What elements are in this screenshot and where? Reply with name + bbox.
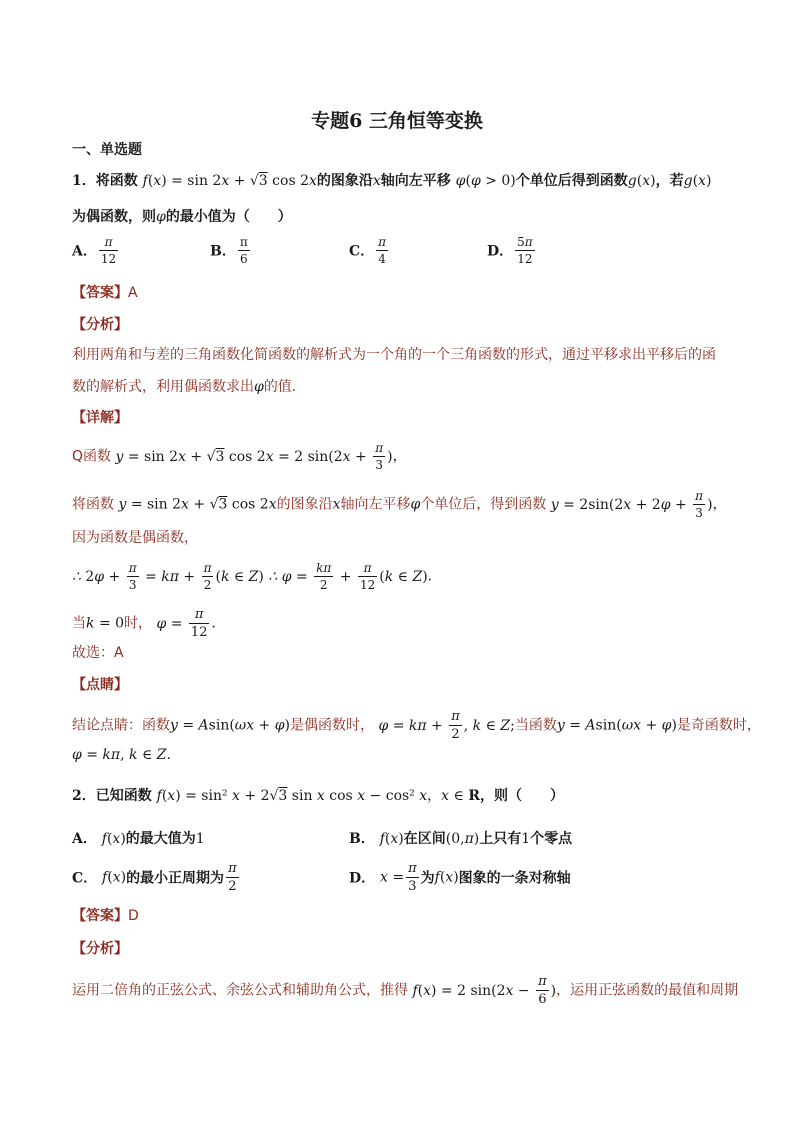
detail-text: 将函数 xyxy=(72,496,114,513)
q1-analysis-tag: 【分析】 xyxy=(72,317,128,333)
q2-stem-text: 已知函数 xyxy=(95,788,152,804)
q1-point-line1: 结论点睛：函数y = Asin(ωx + φ)是偶函数时， φ = kπ + $\frac{\pi}{2}$ , k ∈ Z;当函数y = Asin(ωx + φ)是奇函数时， xyxy=(72,709,761,742)
option-label: B． xyxy=(210,243,236,260)
q1-option-d[interactable]: D． $\frac{5\pi}{12}$ xyxy=(487,235,533,266)
q1-detail-line3: 因为函数是偶函数， xyxy=(72,530,198,546)
detail-text: 个单位后，得到函数 xyxy=(420,496,547,513)
option-label: C． xyxy=(72,870,98,887)
q1-stem-line2: 为偶函数，则φ的最小值为（ ） xyxy=(72,209,292,225)
q1-stem-text: 为偶函数，则 xyxy=(72,209,156,225)
analysis-text: 运用二倍角的正弦公式、余弦公式和辅助角公式，推得 xyxy=(72,982,408,999)
q1-option-a[interactable]: A． $\frac{\pi}{12}$ xyxy=(72,235,117,266)
q1-detail-line5: 当k = 0时， φ = $\frac{\pi}{12}$ ． xyxy=(72,607,226,640)
option-label: D． xyxy=(349,870,376,887)
q1-stem-text: 个单位后得到函数 xyxy=(515,173,628,189)
q1-stem-text: 的图象沿 xyxy=(316,173,373,189)
q2-option-b[interactable]: B． f(x)在区间(0,π)上只有1个零点 xyxy=(349,831,573,847)
q1-choose: 故选：A xyxy=(72,645,124,661)
q2-number: 2． xyxy=(72,788,96,804)
analysis-text: ，运用正弦函数的最值和周期 xyxy=(556,982,739,999)
q1-stem-text: 将函数 xyxy=(95,173,138,189)
option-text: 的最小正周期为 xyxy=(126,870,225,887)
q1-function-formula: f(x) = sin 2x + √3 cos 2x xyxy=(142,173,317,189)
q1-point-tag: 【点睛】 xyxy=(72,677,128,693)
q1-stem-text: 轴向左平移 xyxy=(380,173,451,189)
q1-analysis-line2: 数的解析式，利用偶函数求出φ的值． xyxy=(72,379,306,395)
q2-option-a[interactable]: A． f(x)的最大值为1 xyxy=(72,831,205,847)
option-label: C． xyxy=(349,243,375,260)
q1-detail-line1: Q函数 y = sin 2x + √3 cos 2x = 2 sin(2x + $\frac{\pi}{3}$ )， xyxy=(72,441,407,472)
q1-point-line2: φ = kπ, k ∈ Z. xyxy=(72,747,171,763)
detail-text: Q函数 xyxy=(72,448,112,465)
detail-text: 时， xyxy=(124,615,153,632)
q1-stem-text: 的最小值为（ ） xyxy=(165,209,292,225)
analysis-text: 的值． xyxy=(263,379,306,395)
option-label: B． xyxy=(349,831,375,847)
point-text: 是奇函数时， xyxy=(676,717,761,734)
option-label: A． xyxy=(72,243,97,260)
point-text: 结论点睛：函数 xyxy=(72,717,170,734)
q1-analysis-line1: 利用两角和与差的三角函数化简函数的解析式为一个角的一个三角函数的形式，通过平移求出平移后的函 xyxy=(72,347,716,363)
option-label: A． xyxy=(72,831,97,847)
detail-text: 当 xyxy=(72,615,86,632)
analysis-text: 数的解析式，利用偶函数求出 xyxy=(72,379,254,395)
q1-number: 1． xyxy=(72,173,96,189)
q1-detail-line4: ∴ 2φ + $\frac{\pi}{3}$ = kπ + $\frac{\pi}{2}$ (k ∈ Z) ∴ φ = $\frac{k\pi}{2}$ + $\frac{\pi}{12}$ (k ∈ Z)． xyxy=(72,561,442,592)
q2-stem: 2．已知函数 f(x) = sin² x + 2√3 sin x cos x − cos² x，x ∈ R，则（ ） xyxy=(72,788,564,804)
answer-value: D xyxy=(128,908,139,924)
q1-stem-line1: 1．将函数 f(x) = sin 2x + √3 cos 2x的图象沿x轴向左平移 φ(φ > 0)个单位后得到函数g(x)，若g(x) xyxy=(72,173,712,189)
answer-value: A xyxy=(128,285,138,301)
q1-phi-condition: φ(φ > 0) xyxy=(455,173,516,189)
q2-option-d[interactable]: D． x = $\frac{\pi}{3}$ 为f(x)图象的一条对称轴 xyxy=(349,861,571,894)
option-text: 上只有 xyxy=(479,831,522,847)
detail-text: 的图象沿 xyxy=(276,496,333,513)
q2-analysis-line1: 运用二倍角的正弦公式、余弦公式和辅助角公式，推得 f(x) = 2 sin(2x − $\frac{\pi}{6}$ )，运用正弦函数的最值和周期 xyxy=(72,974,739,1007)
answer-tag: 【答案】 xyxy=(72,285,128,301)
q2-option-c[interactable]: C． f(x)的最小正周期为 $\frac{\pi}{2}$ xyxy=(72,861,237,894)
option-text: 的最大值为 xyxy=(125,831,196,847)
option-text: 为 xyxy=(420,870,435,887)
point-text: 是偶函数时， xyxy=(290,717,375,734)
q1-detail-line2: 将函数 y = sin 2x + √3 cos 2x的图象沿x轴向左平移φ个单位后，得到函数 y = 2sin(2x + 2φ + $\frac{\pi}{3}$ )， xyxy=(72,489,727,520)
detail-text: 轴向左平移 xyxy=(340,496,411,513)
q2-analysis-tag: 【分析】 xyxy=(72,941,128,957)
option-label: D． xyxy=(487,243,514,260)
option-text: 在区间 xyxy=(403,831,446,847)
q2-stem-text: ，则（ ） xyxy=(479,788,564,804)
q1-option-b[interactable]: B． $\frac{\pi}{6}$ xyxy=(210,235,248,266)
q1-answer xyxy=(72,283,138,303)
q2-answer xyxy=(72,906,139,926)
q1-detail-tag: 【详解】 xyxy=(72,410,128,426)
option-text: 个零点 xyxy=(530,831,573,847)
page-title: 专题6 三角恒等变换 xyxy=(311,110,483,132)
q1-stem-text: ，若 xyxy=(655,173,684,189)
q1-option-c[interactable]: C． $\frac{\pi}{4}$ xyxy=(349,235,387,266)
point-text: 当函数 xyxy=(514,717,557,734)
option-text: 图象的一条对称轴 xyxy=(458,870,571,887)
section-heading: 一、单选题 xyxy=(72,142,142,158)
answer-tag: 【答案】 xyxy=(72,908,128,924)
